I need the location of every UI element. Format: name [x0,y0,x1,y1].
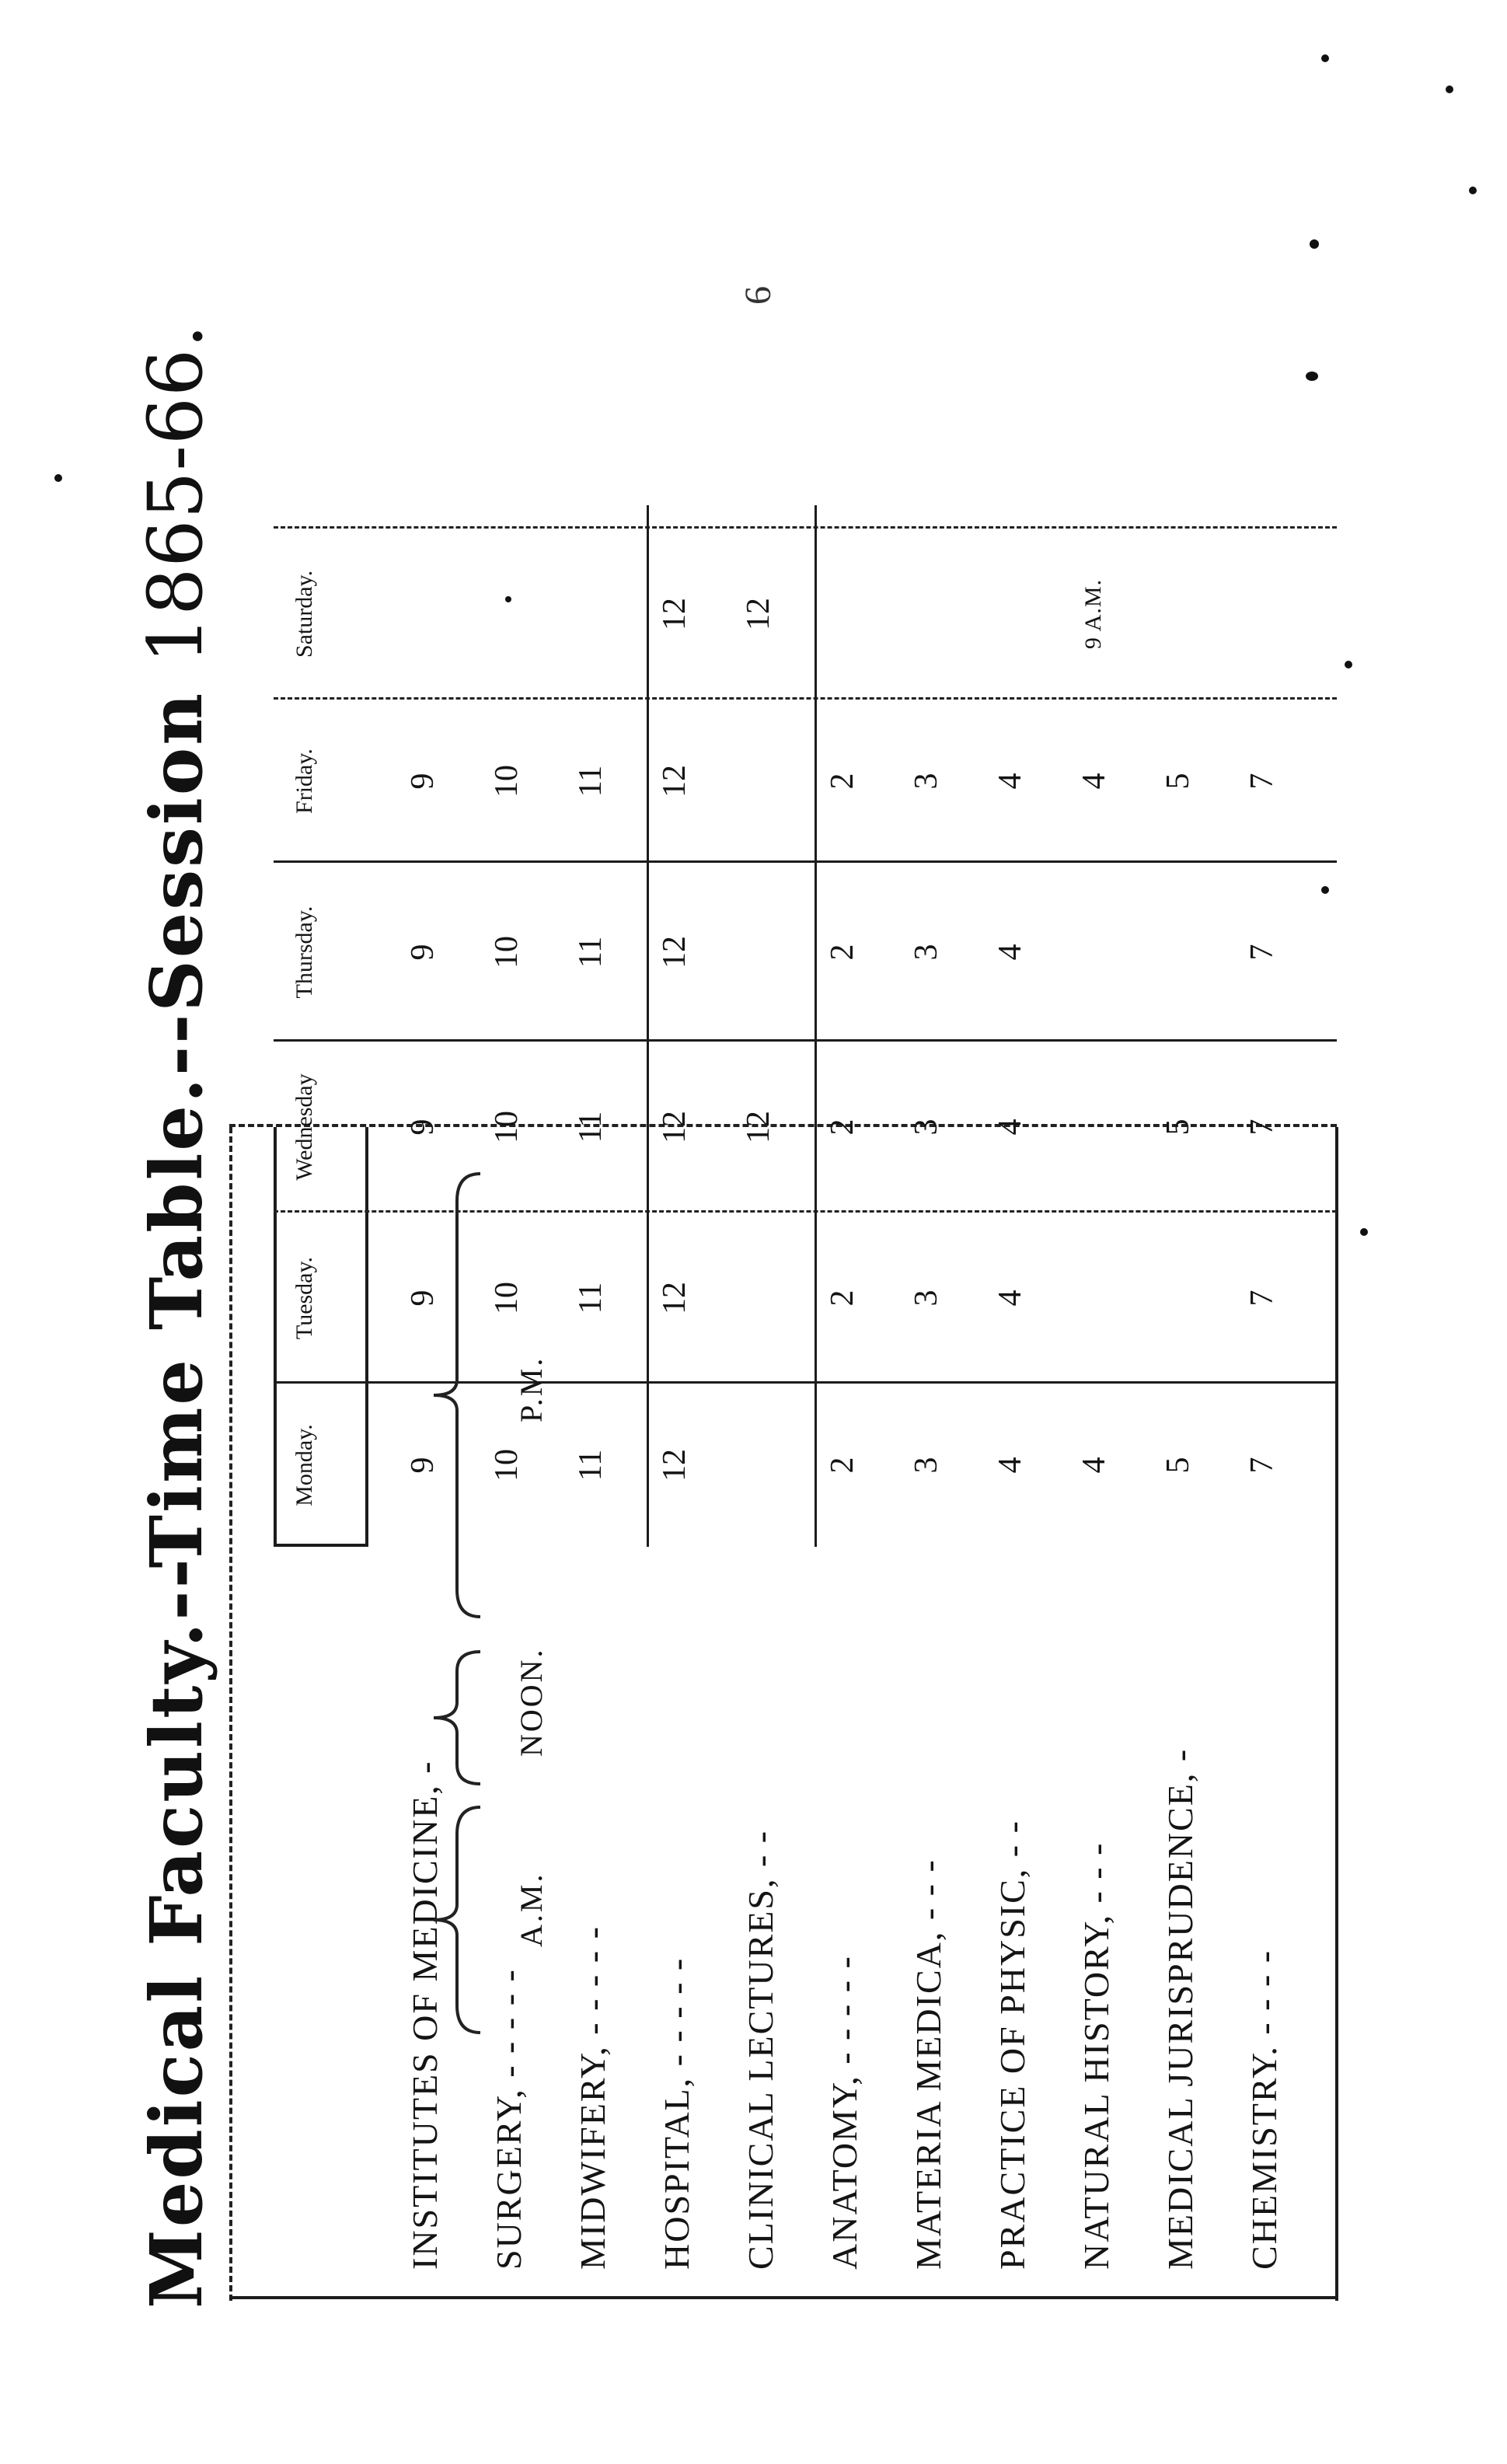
table-row [992,1570,1038,2270]
day-thursday: Thursday. [291,906,317,999]
divider-thu-fri [274,860,1337,863]
time-cell: 2 [825,1290,860,1307]
time-cell: 11 [573,936,609,968]
divider-fri-sat [274,697,1337,700]
time-cell: 3 [909,1290,944,1307]
time-cell: 3 [909,1119,944,1136]
time-cell: 12 [657,936,692,968]
time-cell: 4 [992,944,1028,961]
subject-label: PRACTICE OF PHYSIC, - - [992,1820,1032,2270]
time-cell: 12 [657,598,692,630]
noon-block-bottom-line [815,505,817,1547]
scan-speck [1446,86,1453,93]
time-cell: 11 [573,765,609,797]
subject-label: CLINICAL LECTURES, - - [741,1829,780,2270]
time-cell: 4 [1076,1457,1112,1474]
time-cell: 2 [825,1119,860,1136]
scan-speck [1469,187,1477,194]
time-cell: 4 [992,1290,1028,1307]
table-row [824,1570,870,2270]
frame-top-dashed [229,1127,232,2301]
time-cell: 10 [489,765,525,797]
period-am: A.M. [514,1872,549,1947]
time-cell: 9 [405,944,441,961]
frame-bottom-line [1335,1127,1338,2301]
time-cell: 12 [657,1449,692,1482]
time-cell: 7 [1244,1119,1280,1136]
header-top-line [274,1127,277,1547]
subject-label: MATERIA MEDICA, - - - [909,1858,948,2270]
day-tuesday: Tuesday. [291,1256,317,1340]
day-monday: Monday. [291,1424,317,1506]
divider-sat-end [274,526,1337,529]
pm-bracket [426,1170,488,1621]
scan-speck [54,474,62,482]
scan-speck [1345,661,1352,668]
time-cell: 4 [1076,773,1112,790]
time-cell: 5 [1160,773,1196,790]
page-number: 6 [738,286,779,305]
subject-label: INSTITUTES OF MEDICINE, - [405,1760,445,2270]
am-bracket [426,1803,488,2036]
time-cell: 11 [573,1449,609,1482]
subject-label: NATURAL HISTORY, - - - [1076,1841,1116,2270]
title-year: 1865-66. [132,323,219,664]
time-cell: 9 [405,1457,441,1474]
table-row [1244,1570,1290,2270]
time-cell: 9 [405,773,441,790]
header-bottom-line [365,1127,368,1547]
time-cell: 11 [573,1111,609,1143]
day-wednesday: Wednesday [291,1073,317,1181]
time-cell: 7 [1244,1290,1280,1307]
scan-speck [1306,372,1318,381]
time-cell: 7 [1244,944,1280,961]
time-cell: 3 [909,773,944,790]
time-cell: 4 [992,773,1028,790]
subject-label: CHEMISTRY. - - - - [1244,1949,1284,2270]
subject-label: ANATOMY, - - - - - [825,1955,864,2270]
time-cell: 7 [1244,773,1280,790]
time-cell: 5 [1160,1119,1196,1136]
time-cell: 10 [489,1282,525,1314]
time-cell: 10 [489,1449,525,1482]
time-cell: 4 [992,1119,1028,1136]
time-cell: 3 [909,1457,944,1474]
time-cell: 2 [825,1457,860,1474]
time-cell: 12 [741,1111,776,1143]
time-cell: 4 [992,1457,1028,1474]
noon-block-top-line [647,505,649,1547]
time-cell: 7 [1244,1457,1280,1474]
time-cell: 10 [489,936,525,968]
period-pm: P.M. [514,1356,549,1422]
table-row [740,1570,787,2270]
time-cell: 9 [405,1290,441,1307]
noon-bracket [426,1648,488,1788]
period-noon: NOON. [514,1647,549,1757]
subject-label: HOSPITAL, - - - - - [657,1956,696,2270]
time-cell: 9 [405,1119,441,1136]
time-cell: 12 [657,1111,692,1143]
scan-speck [1310,239,1319,249]
frame-left-line [229,2296,1337,2299]
time-cell: 12 [741,598,776,630]
time-cell: 9 A.M. [1080,578,1106,650]
subject-label: MEDICAL JURISPRUDENCE, - [1160,1747,1200,2270]
divider-wed-thu [274,1039,1337,1042]
day-friday: Friday. [291,749,317,814]
table-row [1160,1570,1206,2270]
scan-speck [1321,54,1329,62]
time-cell: 10 [489,1111,525,1143]
table-row [1076,1570,1122,2270]
subject-label: MIDWIFERY, - - - - - [573,1925,612,2270]
day-saturday: Saturday. [291,570,317,658]
time-cell: 12 [657,765,692,797]
page-title [132,323,219,2309]
scan-speck [1360,1228,1368,1236]
time-cell: 2 [825,944,860,961]
time-cell: 11 [573,1282,609,1314]
time-cell: 3 [909,944,944,961]
table-row [908,1570,954,2270]
scan-speck [505,596,511,602]
time-cell: 12 [657,1282,692,1314]
time-cell: 5 [1160,1457,1196,1474]
table-row [572,1570,619,2270]
subject-label: SURGERY, - - - - - [489,1968,528,2270]
title-text: Medical Faculty.--Time Table.--Session [134,690,218,2309]
scan-speck [1321,886,1329,894]
table-row [656,1570,703,2270]
time-cell: 2 [825,773,860,790]
